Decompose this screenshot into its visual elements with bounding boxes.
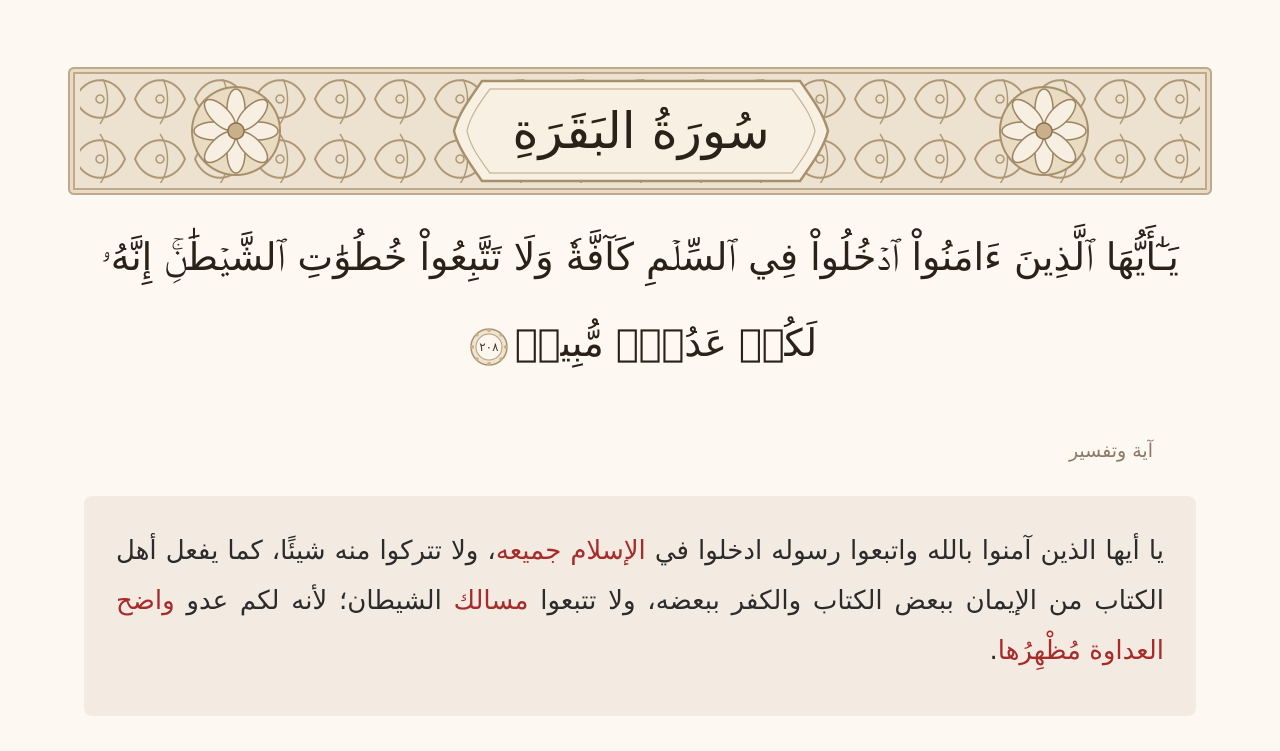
verse-text [90,214,1190,386]
tafsir-highlight: مسالك [453,586,529,616]
verse-line-2-text: لَكُمۡ عَدُوّٞ مُّبِينٞ [514,321,818,365]
tafsir-text-part: يا أيها الذين آمنوا بالله واتبعوا رسوله ادخلوا في [645,536,1164,566]
surah-header-banner [68,67,1212,195]
verse-line-1: يَـٰٓأَيُّهَا ٱلَّذِينَ ءَامَنُواْ ٱدۡخُلُواْ فِي ٱلسِّلۡمِ كَآفَّةٗ وَلَا تَتَّبِعُواْ خُطُوَٰتِ ٱلشَّيۡطَٰنِۚ إِنَّهُۥ [101,235,1179,279]
tafsir-highlight: واضح العداوة مُظْهِرُها [116,586,1164,666]
verse-line-2 [90,300,1190,386]
ayah-number: ٢٠٨ [479,339,499,354]
surah-name: سُورَةُ البَقَرَةِ [512,102,770,160]
tafsir-text-part: . [989,636,998,666]
tafsir-text-part: ، ولا تتركوا منه شيئًا، كما يفعل أهل الكتاب من الإيمان ببعض الكتاب والكفر ببعضه، ولا تتبعوا [116,536,1165,616]
tafsir-highlight: الإسلام جميعه [495,536,646,566]
tafsir-text [116,526,1164,676]
ayah-number-marker [469,327,509,367]
tafsir-box [84,496,1196,716]
tafsir-section-label: آية وتفسير [1068,440,1153,462]
tafsir-text-part: الشيطان؛ لأنه لكم عدو [174,586,454,616]
